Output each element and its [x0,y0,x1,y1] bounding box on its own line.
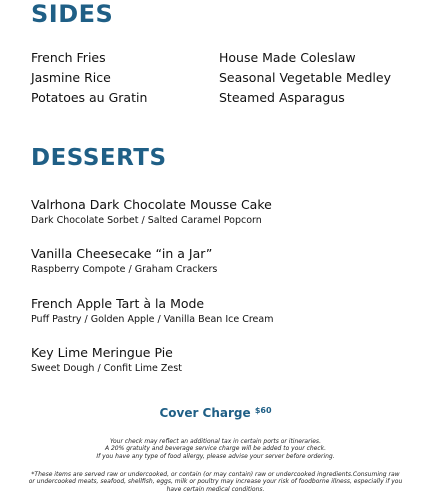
sides-list-right [219,48,391,108]
dessert-name: Valrhona Dark Chocolate Mousse Cake [31,197,272,212]
sides-heading: SIDES [31,0,114,28]
dessert-description: Puff Pastry / Golden Apple / Vanilla Bean Ice Cream [31,314,274,325]
footnote-gratuity: A 20% gratuity and beverage service charge will be added to your check. [104,445,327,453]
side-item: Potatoes au Gratin [31,90,148,105]
dessert-name: Vanilla Cheesecake “in a Jar” [31,246,213,261]
dessert-item [31,196,272,228]
footnote-tax: Your check may reflect an additional tax in certain ports or itineraries. [110,438,321,445]
dessert-item [31,295,273,327]
footnote-block [0,438,431,460]
side-item: French Fries [31,50,106,65]
dessert-item [31,245,217,277]
sides-list-left [31,48,147,108]
cover-charge-amount: $60 [254,406,272,415]
dessert-item [31,344,182,376]
footnote-allergy: If you have any type of food allergy, please advise your server before ordering. [96,452,335,460]
side-item: House Made Coleslaw [219,50,356,65]
side-item: Steamed Asparagus [219,90,345,105]
cover-charge [0,406,431,420]
dessert-name: Key Lime Meringue Pie [31,345,173,360]
cover-charge-label: Cover Charge [159,406,251,420]
dessert-description: Sweet Dough / Confit Lime Zest [31,363,182,374]
desserts-heading: DESSERTS [31,145,167,171]
side-item: Seasonal Vegetable Medley [219,70,391,85]
dessert-name: French Apple Tart à la Mode [31,296,205,311]
dessert-description: Raspberry Compote / Graham Crackers [31,264,218,275]
raw-food-notice: *These items are served raw or undercooked, or contain (or may contain) raw or undercooked ingredients.Consuming raw or undercooked meats, seafood, shellfish, eggs, milk or poultry may increase your risk of foodborne illness, especially if you have certain medical conditions. [28,471,403,493]
side-item: Jasmine Rice [31,70,111,85]
dessert-description: Dark Chocolate Sorbet / Salted Caramel Popcorn [31,215,262,226]
